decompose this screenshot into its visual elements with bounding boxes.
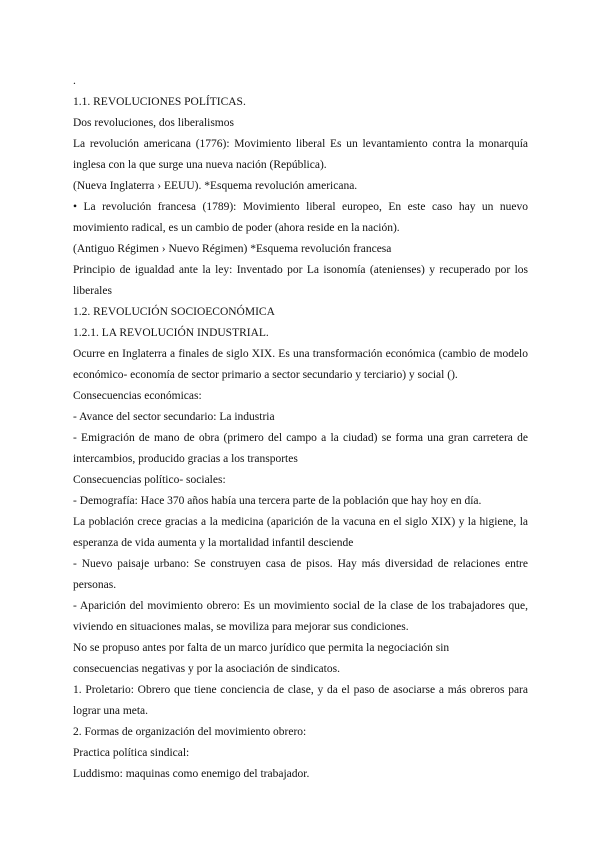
label-consecuencias-politico-sociales: Consecuencias político- sociales: bbox=[73, 474, 226, 486]
document-body bbox=[73, 71, 528, 785]
list-item-nuevo-paisaje: - Nuevo paisaje urbano: Se construyen casa de pisos. Hay más diversidad de relaciones entre personas. bbox=[73, 558, 528, 591]
label-consecuencias-economicas: Consecuencias económicas: bbox=[73, 390, 202, 402]
list-item-demografia: - Demografía: Hace 370 años había una tercera parte de la población que hay hoy en día. bbox=[73, 495, 482, 507]
stray-dot: . bbox=[73, 75, 76, 87]
list-item-avance-sector: - Avance del sector secundario: La industria bbox=[73, 411, 275, 423]
paragraph-principio-igualdad: Principio de igualdad ante la ley: Inventado por La isonomía (atenienses) y recuperado por los liberales bbox=[73, 264, 528, 297]
subtitle-dos-revoluciones: Dos revoluciones, dos liberalismos bbox=[73, 117, 234, 129]
subsection-heading-revolucion-industrial: 1.2.1. LA REVOLUCIÓN INDUSTRIAL. bbox=[73, 327, 269, 339]
paragraph-poblacion-crece: La población crece gracias a la medicina (aparición de la vacuna en el siglo XIX) y la higiene, la esperanza de vida aumenta y la mortalidad infantil desciende bbox=[73, 516, 528, 549]
list-item-formas-organizacion: 2. Formas de organización del movimiento obrero: bbox=[73, 726, 307, 738]
list-item-emigracion: - Emigración de mano de obra (primero del campo a la ciudad) se forma una gran carretera de intercambios, producido gracias a los transportes bbox=[73, 432, 528, 465]
paragraph-practica-politica: Practica política sindical: bbox=[73, 747, 190, 759]
paragraph-revolucion-francesa: • La revolución francesa (1789): Movimiento liberal europeo, En este caso hay un nuevo movimiento radical, es un cambio de poder (ahora reside en la nación). bbox=[73, 201, 528, 234]
paragraph-nueva-inglaterra: (Nueva Inglaterra › EEUU). *Esquema revolución americana. bbox=[73, 180, 358, 192]
paragraph-no-se-propuso: No se propuso antes por falta de un marco jurídico que permita la negociación sin bbox=[73, 642, 450, 654]
section-heading-revolucion-socioeconomica: 1.2. REVOLUCIÓN SOCIOECONÓMICA bbox=[73, 306, 275, 318]
list-item-proletario: 1. Proletario: Obrero que tiene conciencia de clase, y da el paso de asociarse a más obreros para lograr una meta. bbox=[73, 684, 528, 717]
list-item-movimiento-obrero: - Aparición del movimiento obrero: Es un movimiento social de la clase de los trabajadores que, viviendo en situaciones malas, se moviliza para mejorar sus condiciones. bbox=[73, 600, 528, 633]
paragraph-antiguo-regimen: (Antiguo Régimen › Nuevo Régimen) *Esquema revolución francesa bbox=[73, 243, 392, 255]
paragraph-consecuencias-negativas: consecuencias negativas y por la asociación de sindicatos. bbox=[73, 663, 340, 675]
section-heading-revoluciones-politicas: 1.1. REVOLUCIONES POLÍTICAS. bbox=[73, 96, 246, 108]
paragraph-ocurre-en-inglaterra: Ocurre en Inglaterra a finales de siglo XIX. Es una transformación económica (cambio de modelo económico- economía de sector primario a sector secundario y terciario) y social (). bbox=[73, 348, 528, 381]
paragraph-luddismo: Luddismo: maquinas como enemigo del trabajador. bbox=[73, 768, 310, 780]
paragraph-revolucion-americana: La revolución americana (1776): Movimiento liberal Es un levantamiento contra la monarquía inglesa con la que surge una nueva nación (República). bbox=[73, 138, 528, 171]
